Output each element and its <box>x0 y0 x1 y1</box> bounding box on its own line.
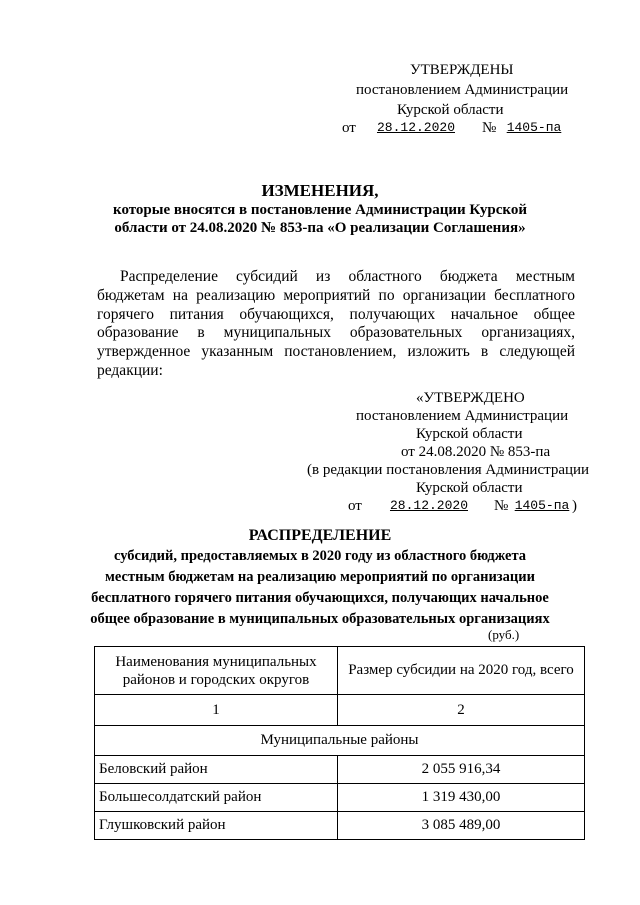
unit-label: (руб.) <box>488 627 520 642</box>
subsidy-table <box>94 646 585 840</box>
table-header-name-line1: Наименования муниципальных <box>115 653 317 670</box>
table-row-name: Большесолдатский район <box>95 784 338 812</box>
approval-line2: Курской области <box>397 102 504 118</box>
distribution-line1: субсидий, предоставляемых в 2020 году из областного бюджета <box>113 548 527 564</box>
table-header-row <box>95 647 585 695</box>
approval-from: от <box>342 120 356 136</box>
table-header-name-line2: районов и городских округов <box>122 671 310 688</box>
approval2-line5: Курской области <box>416 480 523 496</box>
table-header-name <box>95 647 338 695</box>
table-section-row <box>95 726 585 756</box>
table-row-value: 1 319 430,00 <box>338 784 585 812</box>
table-row <box>95 756 585 784</box>
table-row <box>95 812 585 840</box>
table-row-name: Беловский район <box>95 756 338 784</box>
table-row <box>95 784 585 812</box>
approval2-num-sign: № <box>494 498 509 514</box>
approval-date: 28.12.2020 <box>376 120 455 135</box>
distribution-line2: местным бюджетам на реализацию мероприятий по организации <box>105 569 535 585</box>
approval2-line3: от 24.08.2020 № 853-па <box>401 444 551 460</box>
body-paragraph: Распределение субсидий из областного бюджета местным бюджетам на реализацию мероприятий по организации бесплатного горячего питания обучающихся, получающих начальное общее образование в муниципальных образовательных организациях, утвержденное указанным постановлением, изложить в следующей редакции: <box>97 268 575 379</box>
approval2-number: 1405-па <box>514 498 570 513</box>
approval-title: УТВЕРЖДЕНЫ <box>410 62 514 78</box>
table-row-value: 2 055 916,34 <box>338 756 585 784</box>
table-index-row <box>95 695 585 726</box>
table-header-value: Размер субсидии на 2020 год, всего <box>338 647 585 695</box>
approval2-from: от <box>348 498 362 514</box>
approval2-date: 28.12.2020 <box>389 498 468 513</box>
approval2-line1: постановлением Администрации <box>356 408 569 424</box>
table-col1-index: 1 <box>95 695 338 726</box>
approval-line1: постановлением Администрации <box>356 82 569 98</box>
approval2-title: «УТВЕРЖДЕНО <box>416 390 525 406</box>
approval2-close: ) <box>572 498 577 514</box>
heading-line2: области от 24.08.2020 № 853-па «О реализации Соглашения» <box>114 220 526 236</box>
table-row-value: 3 085 489,00 <box>338 812 585 840</box>
heading-title: ИЗМЕНЕНИЯ, <box>261 181 379 200</box>
distribution-title: РАСПРЕДЕЛЕНИЕ <box>248 527 392 544</box>
distribution-line3: бесплатного горячего питания обучающихся, получающих начальное <box>91 590 549 606</box>
approval2-line4: (в редакции постановления Администрации <box>307 462 590 478</box>
approval-num-sign: № <box>482 120 497 136</box>
distribution-line4: общее образование в муниципальных образовательных организациях <box>90 611 550 627</box>
table-section-label: Муниципальные районы <box>95 726 585 756</box>
approval2-line2: Курской области <box>416 426 523 442</box>
heading-line1: которые вносятся в постановление Администрации Курской <box>113 202 527 218</box>
table-col2-index: 2 <box>338 695 585 726</box>
approval-number: 1405-па <box>506 120 562 135</box>
table-row-name: Глушковский район <box>95 812 338 840</box>
